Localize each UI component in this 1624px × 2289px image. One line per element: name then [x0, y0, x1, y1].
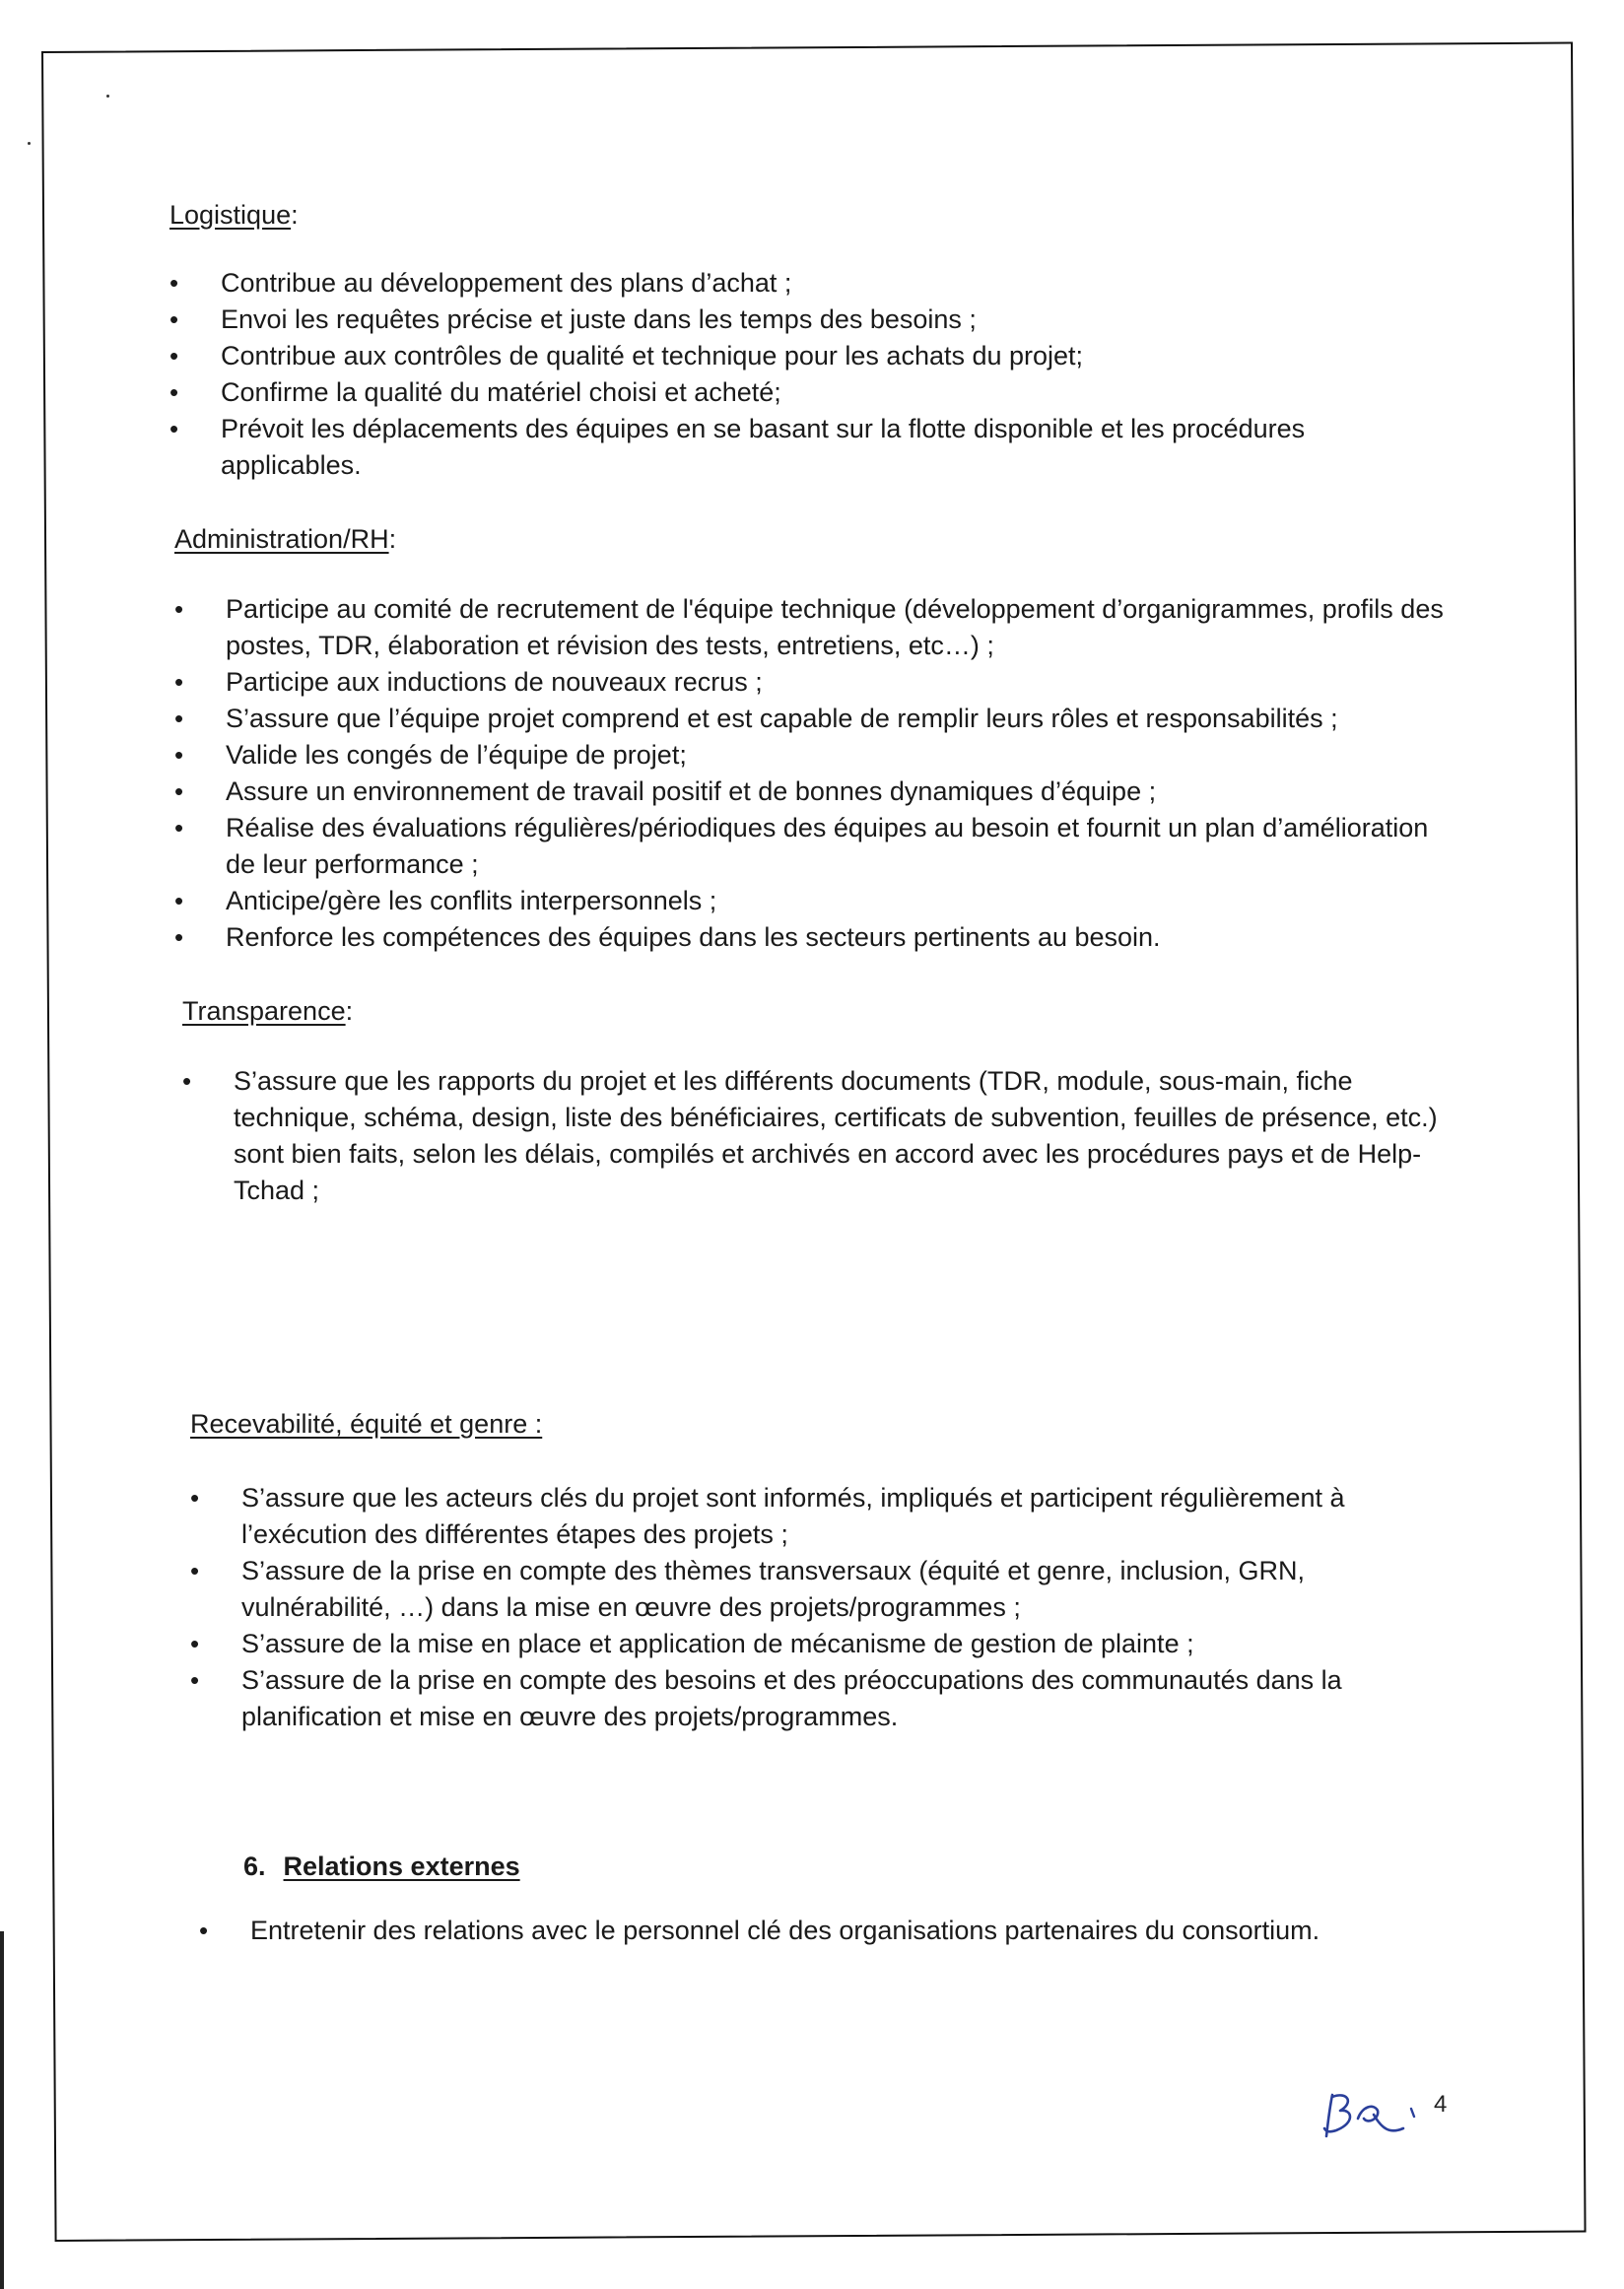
scan-speck	[106, 95, 109, 98]
section-heading: Transparence:	[182, 996, 354, 1026]
scan-edge-mark	[0, 1931, 4, 2289]
list-item: • Valide les congés de l’équipe de projet;	[174, 737, 1449, 774]
section-recevabilite	[128, 1406, 1449, 1735]
list-item: • Prévoit les déplacements des équipes en se basant sur la flotte disponible et les procédures applicables.	[169, 411, 1449, 484]
section-logistique	[128, 197, 1449, 484]
section-title: Relations externes	[283, 1851, 520, 1881]
list-item: • Contribue au développement des plans d’achat ;	[169, 265, 1449, 302]
section-relations-externes	[128, 1849, 1449, 1949]
section-heading	[174, 1849, 1449, 1885]
list-item: • S’assure que les acteurs clés du projet sont informés, impliqués et participent régulièrement à l’exécution des différentes étapes des projets ;	[190, 1480, 1449, 1553]
bullet-list	[199, 1913, 1449, 1949]
bullet-list	[190, 1480, 1449, 1735]
list-item: • Anticipe/gère les conflits interpersonnels ;	[174, 883, 1449, 919]
page-number: 4	[1434, 2091, 1448, 2118]
section-number: 6.	[243, 1851, 266, 1881]
scan-speck	[28, 142, 31, 145]
list-item: • Confirme la qualité du matériel choisi et acheté;	[169, 374, 1449, 411]
section-transparence	[128, 993, 1449, 1209]
list-item: • Envoi les requêtes précise et juste dans les temps des besoins ;	[169, 302, 1449, 338]
list-item: • Assure un environnement de travail positif et de bonnes dynamiques d’équipe ;	[174, 774, 1449, 810]
section-heading: Recevabilité, équité et genre :	[190, 1409, 543, 1439]
list-item: • Contribue aux contrôles de qualité et technique pour les achats du projet;	[169, 338, 1449, 374]
handwritten-signature	[1319, 2089, 1427, 2148]
bullet-list	[174, 591, 1449, 956]
list-item: • Renforce les compétences des équipes dans les secteurs pertinents au besoin.	[174, 919, 1449, 956]
list-item: • S’assure de la prise en compte des thèmes transversaux (équité et genre, inclusion, GRN, vulnérabilité, …) dans la mise en œuvre des projets/programmes ;	[190, 1553, 1449, 1626]
list-item: • Entretenir des relations avec le personnel clé des organisations partenaires du consortium.	[199, 1913, 1449, 1949]
section-heading: Logistique:	[169, 200, 299, 230]
list-item: • S’assure de la prise en compte des besoins et des préoccupations des communautés dans la planification et mise en œuvre des projets/programmes.	[190, 1662, 1449, 1735]
list-item: • Participe aux inductions de nouveaux recrus ;	[174, 664, 1449, 701]
list-item: • S’assure de la mise en place et application de mécanisme de gestion de plainte ;	[190, 1626, 1449, 1662]
bullet-list	[182, 1063, 1449, 1209]
section-administration-rh	[128, 521, 1449, 956]
list-item: • Réalise des évaluations régulières/périodiques des équipes au besoin et fournit un plan d’amélioration de leur performance ;	[174, 810, 1449, 883]
list-item: • S’assure que l’équipe projet comprend et est capable de remplir leurs rôles et responsabilités ;	[174, 701, 1449, 737]
document-body	[128, 197, 1449, 1949]
section-heading: Administration/RH:	[174, 524, 397, 554]
bullet-list	[169, 265, 1449, 484]
list-item: • S’assure que les rapports du projet et les différents documents (TDR, module, sous-main, fiche technique, schéma, design, liste des bénéficiaires, certificats de subvention, feuilles de présence, etc.) sont bien faits, selon les délais, compilés et archivés en accord avec les procédures pays et de Help-Tchad ;	[182, 1063, 1449, 1209]
list-item: • Participe au comité de recrutement de l'équipe technique (développement d’organigrammes, profils des postes, TDR, élaboration et révision des tests, entretiens, etc…) ;	[174, 591, 1449, 664]
